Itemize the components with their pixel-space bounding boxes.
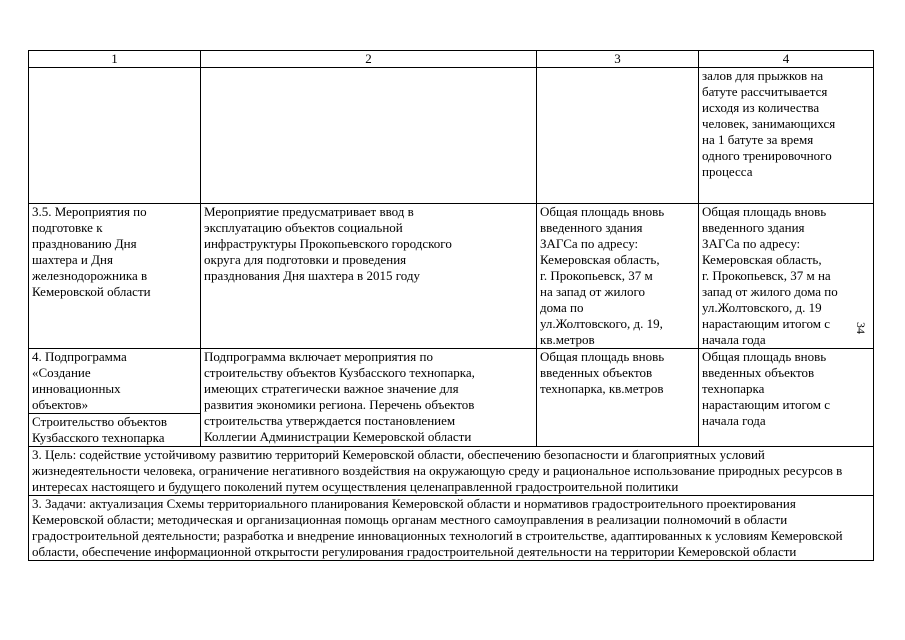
table-row-tasks <box>29 496 874 561</box>
table-row-continued <box>29 68 874 204</box>
row-4-description: Подпрограмма включает мероприятия по строительству объектов Кузбасского технопарка, имеющих стратегически важное значение для развития экономики региона. Перечень объектов строительства утверждается постановлением Коллегии Администрации Кемеровской области <box>201 349 537 447</box>
table-row-goal <box>29 447 874 496</box>
header-cell-3: 3 <box>537 51 699 68</box>
row-3-5-method: Общая площадь вновь введенного здания ЗАГСа по адресу: Кемеровская область, г. Прокопьевск, 37 м на запад от жилого дома по ул.Жолтовского, д. 19 нарастающим итогом с начала года <box>699 204 874 349</box>
row-4-subprogram-object: Строительство объектов Кузбасского технопарка <box>32 414 167 445</box>
table-row-4 <box>29 349 874 447</box>
row-4-subprogram-cell <box>29 349 201 447</box>
header-cell-1: 1 <box>29 51 201 68</box>
row-continued-col3 <box>537 68 699 204</box>
page-number: 34 <box>854 322 868 334</box>
program-indicators-table <box>28 50 874 561</box>
tasks-text: 3. Задачи: актуализация Схемы территориального планирования Кемеровской области и нормативов градостроительного проектирования Кемеровской области; методическая и организационная помощь органам местного самоуправления в реализации полномочий в области градостроительной деятельности; разработка и внедрение инновационных технологий в строительстве, адаптированных к условиям Кемеровской области, обеспечение информационной открытости регулирования градостроительной деятельности на территории Кемеровской области <box>29 496 874 561</box>
row-3-5-indicator: Общая площадь вновь введенного здания ЗАГСа по адресу: Кемеровская область, г. Прокопьевск, 37 м на запад от жилого дома по ул.Жолтовского, д. 19, кв.метров <box>537 204 699 349</box>
row-4-subprogram-title: 4. Подпрограмма «Создание инновационных объектов» <box>29 349 200 414</box>
row-4-indicator: Общая площадь вновь введенных объектов технопарка, кв.метров <box>537 349 699 447</box>
row-continued-col2 <box>201 68 537 204</box>
row-4-method: Общая площадь вновь введенных объектов технопарка нарастающим итогом с начала года <box>699 349 874 447</box>
row-3-5-event-name: 3.5. Мероприятия по подготовке к празднованию Дня шахтера и Дня железнодорожника в Кемеровской области <box>29 204 201 349</box>
header-cell-4: 4 <box>699 51 874 68</box>
goal-text: 3. Цель: содействие устойчивому развитию территорий Кемеровской области, обеспечению безопасности и благоприятных условий жизнедеятельности человека, ограничение негативного воздействия на окружающую среду и рациональное использование природных ресурсов в интересах настоящего и будущего поколений путем осуществления целенаправленной градостроительной политики <box>29 447 874 496</box>
header-cell-2: 2 <box>201 51 537 68</box>
table-header-row <box>29 51 874 68</box>
table-row-3-5 <box>29 204 874 349</box>
row-continued-col4: залов для прыжков на батуте рассчитывается исходя из количества человек, занимающихся на 1 батуте за время одного тренировочного процесса <box>699 68 874 204</box>
row-3-5-description: Мероприятие предусматривает ввод в эксплуатацию объектов социальной инфраструктуры Прокопьевского городского округа для подготовки и проведения празднования Дня шахтера в 2015 году <box>201 204 537 349</box>
row-continued-col1 <box>29 68 201 204</box>
